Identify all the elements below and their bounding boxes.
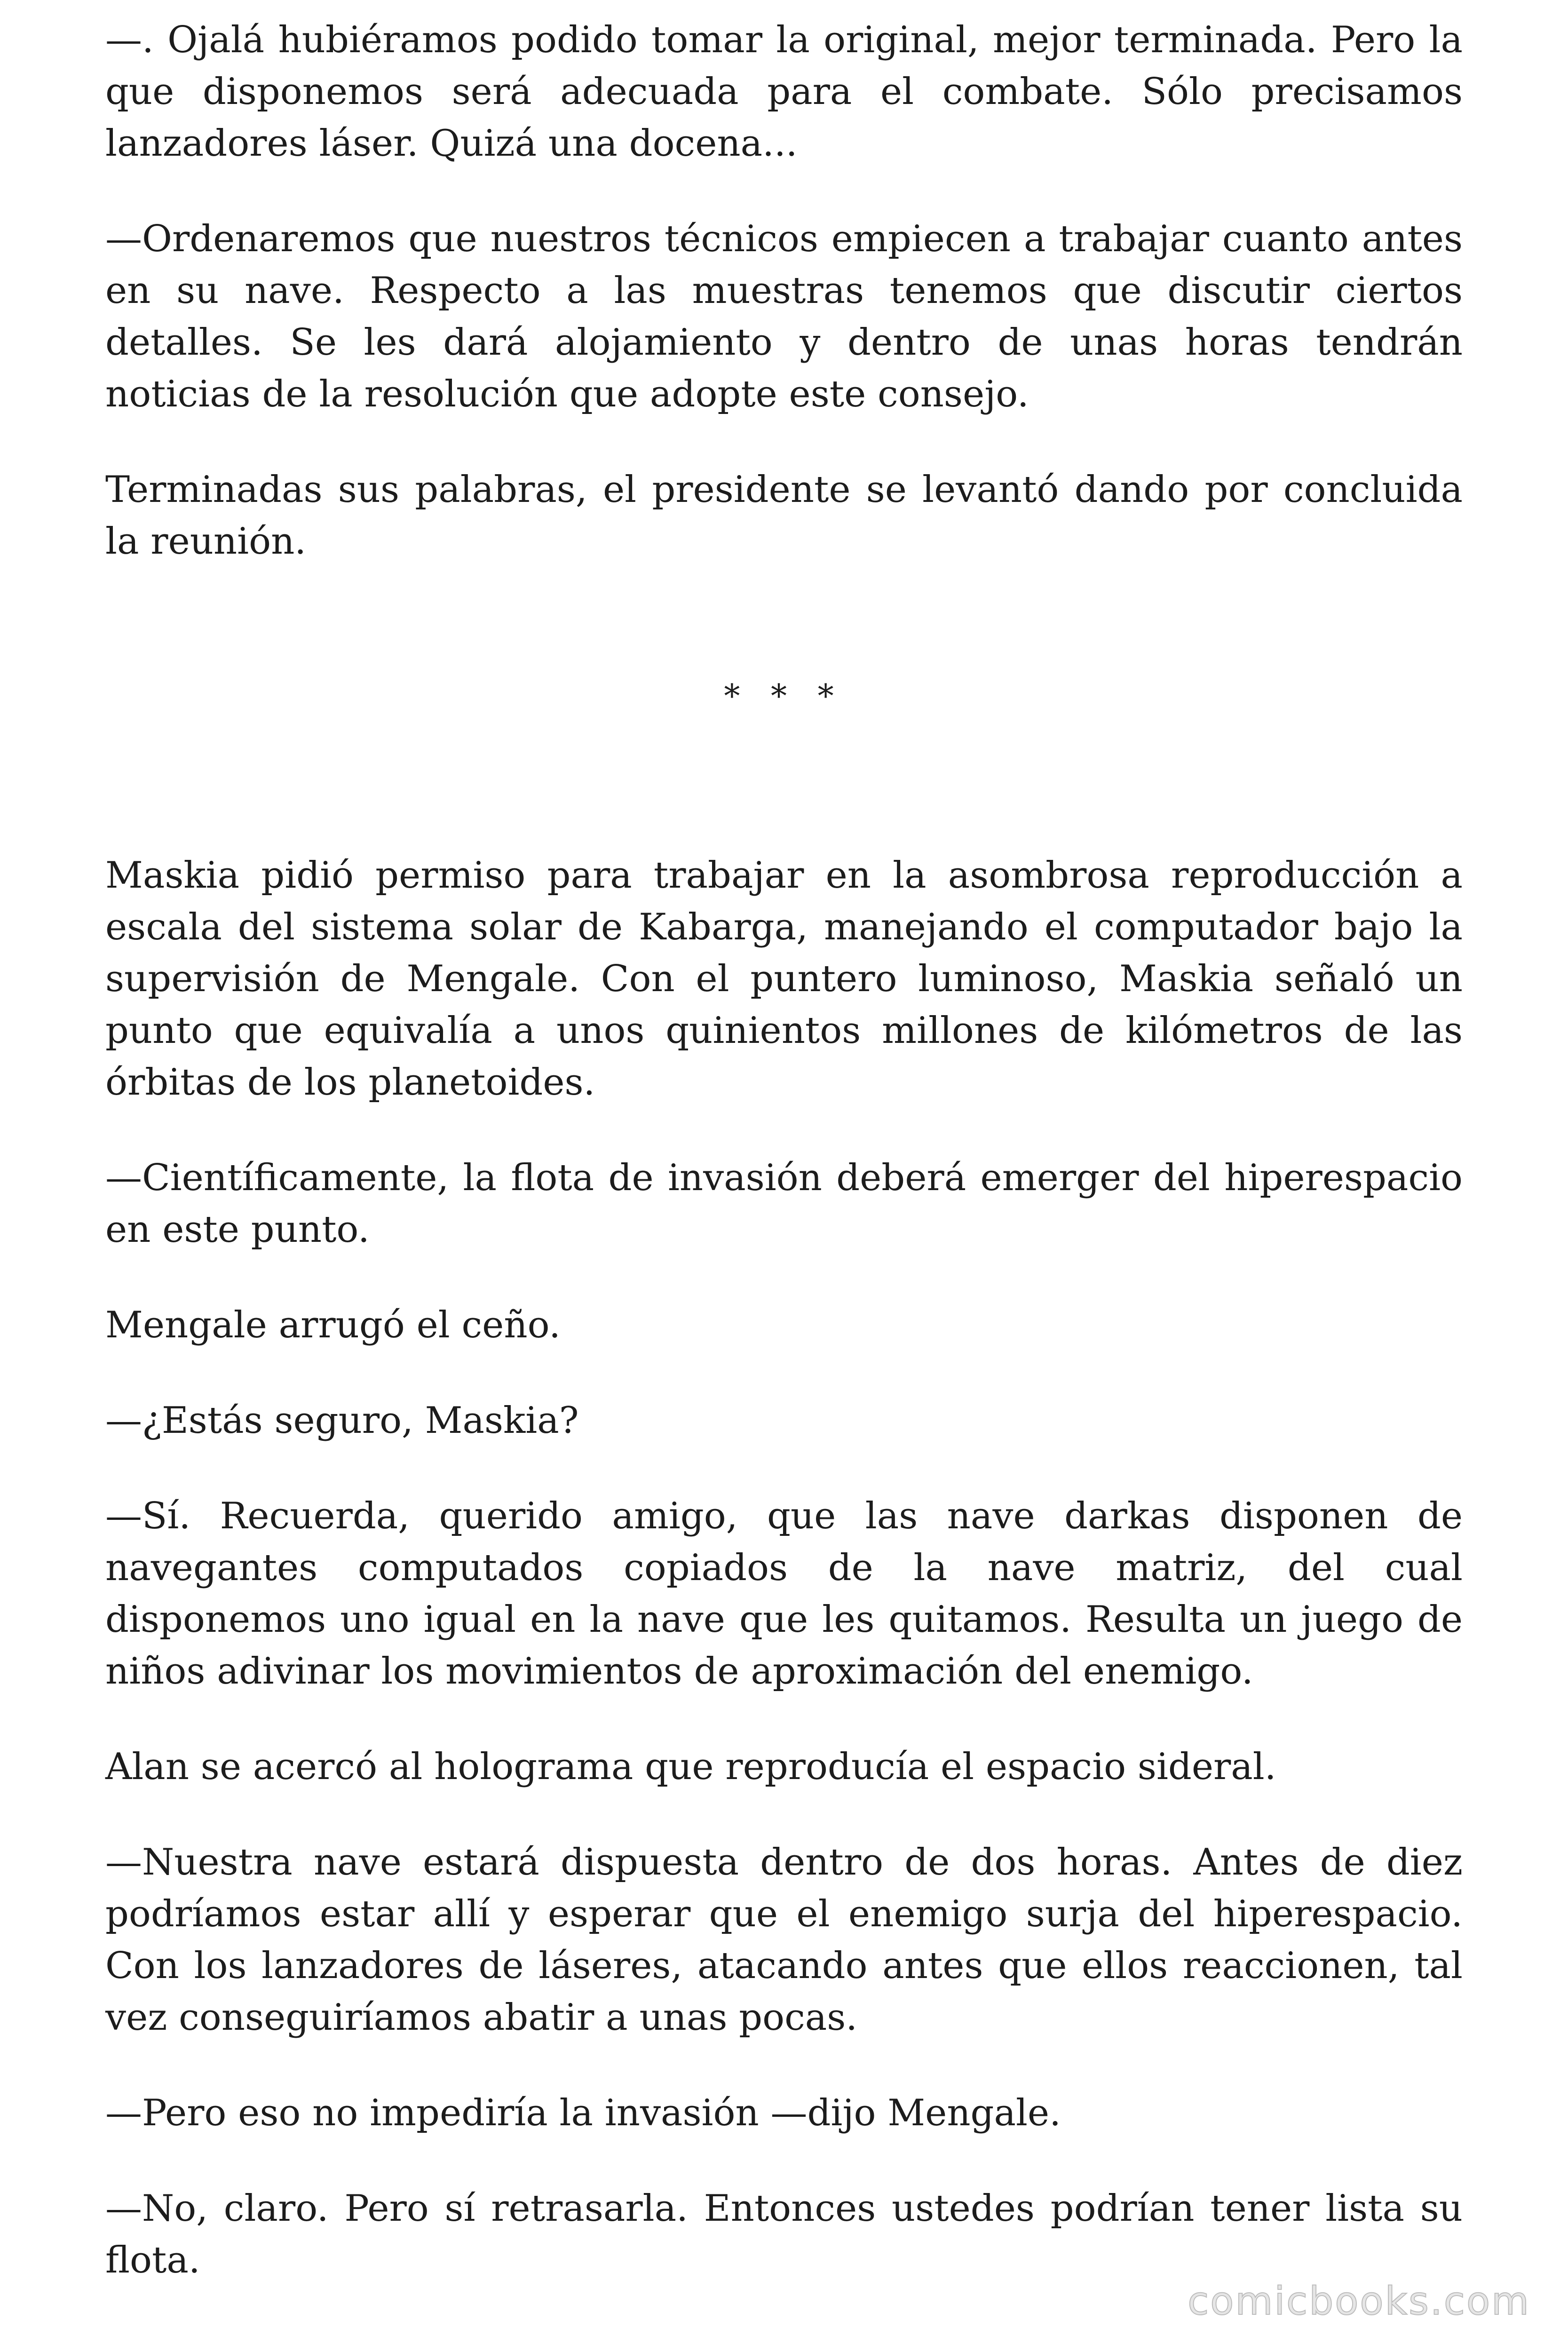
paragraph: —No, claro. Pero sí retrasarla. Entonces ustedes podrían tener lista su flota. bbox=[105, 2187, 1463, 2281]
section-break bbox=[105, 671, 1463, 723]
paragraph: —Nuestra nave estará dispuesta dentro de dos horas. Antes de diez podríamos estar allí y esperar que el enemigo surja del hiperespacio. Con los lanzadores de láseres, atacando antes que ellos reaccionen, tal vez conseguiríamos abatir a unas pocas. bbox=[105, 1841, 1463, 2039]
paragraph: Terminadas sus palabras, el presidente se levantó dando por concluida la reunión. bbox=[105, 469, 1463, 563]
paragraph: Mengale arrugó el ceño. bbox=[105, 1304, 561, 1346]
paragraph: —Pero eso no impediría la invasión —dijo Mengale. bbox=[105, 2092, 1061, 2134]
paragraph: —. Ojalá hubiéramos podido tomar la original, mejor terminada. Pero la que disponemos será adecuada para el combate. Sólo precisamos lanzadores láser. Quizá una docena... bbox=[105, 19, 1463, 165]
paragraph: Alan se acercó al holograma que reproducía el espacio sideral. bbox=[105, 1746, 1276, 1788]
paragraph: Maskia pidió permiso para trabajar en la asombrosa reproducción a escala del sistema solar de Kabarga, manejando el computador bajo la supervisión de Mengale. Con el puntero luminoso, Maskia señaló un punto que equivalía a unos quinientos millones de kilómetros de las órbitas de los planetoides. bbox=[105, 854, 1463, 1104]
section-separator: * * * bbox=[724, 678, 844, 715]
paragraph: —Sí. Recuerda, querido amigo, que las nave darkas disponen de navegantes computados copiados de la nave matriz, del cual disponemos uno igual en la nave que les quitamos. Resulta un juego de niños adivinar los movimientos de aproximación del enemigo. bbox=[105, 1495, 1463, 1692]
book-page bbox=[105, 14, 1463, 2330]
paragraph: —Científicamente, la flota de invasión deberá emerger del hiperespacio en este punto. bbox=[105, 1157, 1463, 1251]
paragraph: —Ordenaremos que nuestros técnicos empiecen a trabajar cuanto antes en su nave. Respecto a las muestras tenemos que discutir ciertos detalles. Se les dará alojamiento y dentro de unas horas tendrán noticias de la resolución que adopte este consejo. bbox=[105, 218, 1463, 415]
paragraph: —¿Estás seguro, Maskia? bbox=[105, 1399, 579, 1442]
watermark: comicbooks.com bbox=[1188, 2279, 1530, 2324]
